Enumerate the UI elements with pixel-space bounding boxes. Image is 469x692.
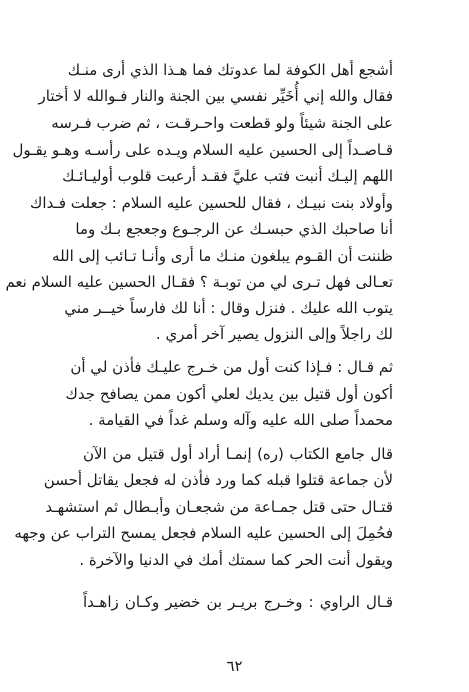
text-line: ويقول أنت الحر كما سمتك أمك في الدنيا والآخرة . [79,551,393,569]
text-line: محمداً صلى الله عليه وآله وسلم غداً في القيامة . [88,411,393,429]
text-line: قال جامع الكتاب (ره) إنمـا أراد أول قتيل من الآن [83,445,393,463]
page-number: ٦٢ [226,657,243,675]
text-line: ظننت أن القـوم يبلغون منـك ما أرى وأنـا تـائب إلى الله [52,247,393,265]
text-line: يتوب الله عليك . فنزل وقال : أنا لك فارساً خيــر مني [64,299,393,317]
text-line: وأولاد بنت نبيـك ، فقال للحسين عليه السلام : جعلت فـداك [30,194,393,212]
text-line: أنا صاحبك الذي حبسـك عن الرجـوع وجعجع بـك وما [75,220,393,238]
text-line: لأن جماعة قتلوا قبله كما ورد فأذن له فجعل يقاتل أحسن [43,471,393,489]
text-line: اللهم إليـك أنبت فتب عليَّ فقـد أرعبت قلوب أوليـائـك [62,167,393,185]
text-line: أشجع أهل الكوفة لما عدوتك فما هـذا الذي أرى منـك [67,61,393,79]
text-line: قتـال حتى قتل جمـاعة من شجعـان وأبـطال ثم استشهـد [45,498,393,516]
text-line: على الجنة شيئاً ولو قطعت واحـرقـت ، ثم ضرب فـرسه [51,114,393,132]
text-line: تعـالى فهل تـرى لي من توبـة ؟ فقـال الحسين عليه السلام نعم [5,273,393,291]
text-line: قـاصـداً إلى الحسين عليه السلام ويـده على رأسـه وهـو يقـول [12,141,393,159]
text-line: قـال الراوي : وخـرج بريـر بن خضير وكـان زاهـداً [83,593,393,611]
text-line: لك راجلاً وإلى النزول يصير آخر أمري . [155,325,393,343]
text-line: فقال والله إني أُخَيِّر نفسي بين الجنة والنار فـوالله لا أختار [38,87,393,105]
text-line: ثم قـال : فـإذا كنت أول من خـرج عليـك فأذن لي أن [70,358,393,376]
text-line: فحُمِلَ إلى الحسين عليه السلام فجعل يمسح التراب عن وجهه [14,524,393,542]
text-line: أكون أول قتيل بين يديك لعلي أكون ممن يصافح جدك [65,385,393,403]
